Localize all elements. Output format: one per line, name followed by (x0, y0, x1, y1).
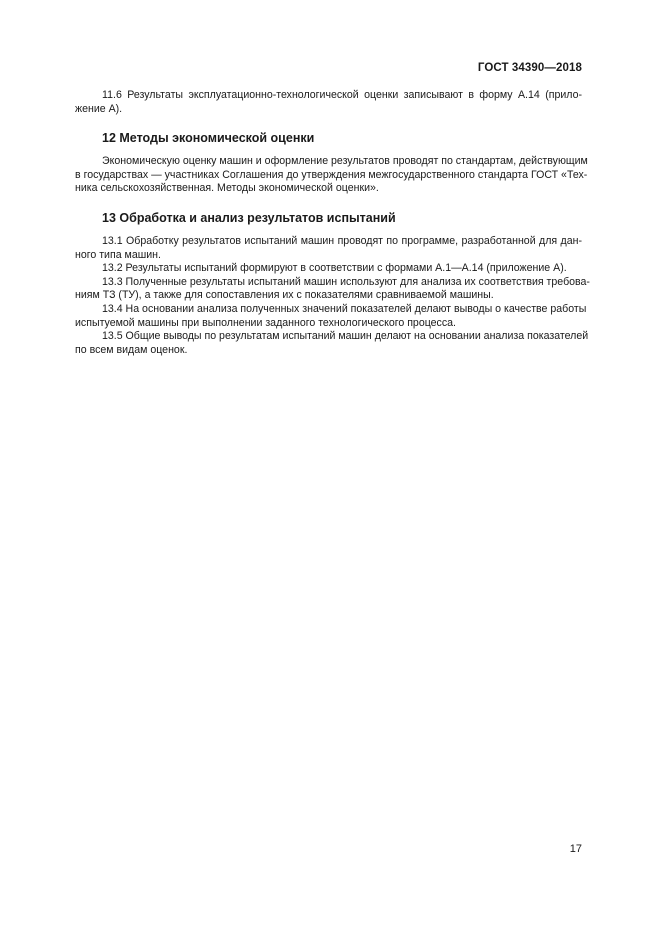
paragraph-line: Экономическую оценку машин и оформление результатов проводят по стандартам, действующим (102, 155, 588, 168)
paragraph-12-1 (75, 155, 588, 196)
paragraph-line: испытуемой машины при выполнении заданного технологического процесса. (75, 316, 456, 329)
paragraph-13-3 (75, 275, 590, 303)
paragraph-line: 13.2 Результаты испытаний формируют в соответствии с формами А.1—А.14 (приложение А). (102, 262, 567, 275)
paragraph-13-5 (75, 330, 589, 357)
page-content (75, 89, 590, 357)
paragraph-line: 13.1 Обработку результатов испытаний машин проводят по программе, разработанной для дан- (102, 234, 582, 247)
paragraph-line: ного типа машин. (75, 248, 161, 261)
paragraph-line: по всем видам оценок. (75, 343, 188, 356)
section-13-heading: 13 Обработка и анализ результатов испытаний (102, 210, 396, 225)
paragraph-line: 13.4 На основании анализа полученных значений показателей делают выводы о качестве работы (102, 302, 587, 315)
paragraph-line: ниям ТЗ (ТУ), а также для сопоставления их с показателями сравниваемой машины. (75, 289, 494, 302)
page-number: 17 (569, 843, 582, 855)
paragraph-line: 13.3 Полученные результаты испытаний машин используют для анализа их соответствия требова- (102, 275, 590, 288)
paragraph-line: 11.6 Результаты эксплуатационно-технологической оценки записывают в форму А.14 (прило- (102, 89, 582, 101)
section-12-heading: 12 Методы экономической оценки (102, 131, 315, 146)
paragraph-13-4 (75, 302, 587, 330)
paragraph-13-1 (75, 235, 582, 262)
paragraph-line: жение А). (75, 102, 123, 115)
paragraph-line: в государствах — участниках Соглашения до утверждения межгосударственного стандарта ГОСТ «Тех- (75, 168, 588, 181)
paragraph-11-6 (75, 89, 582, 116)
paragraph-line: 13.5 Общие выводы по результатам испытаний машин делают на основании анализа показателей (102, 330, 589, 343)
paragraph-13-2 (75, 262, 582, 276)
paragraph-line: ника сельскохозяйственная. Методы экономической оценки». (75, 182, 379, 195)
standard-code-header: ГОСТ 34390—2018 (477, 62, 582, 74)
